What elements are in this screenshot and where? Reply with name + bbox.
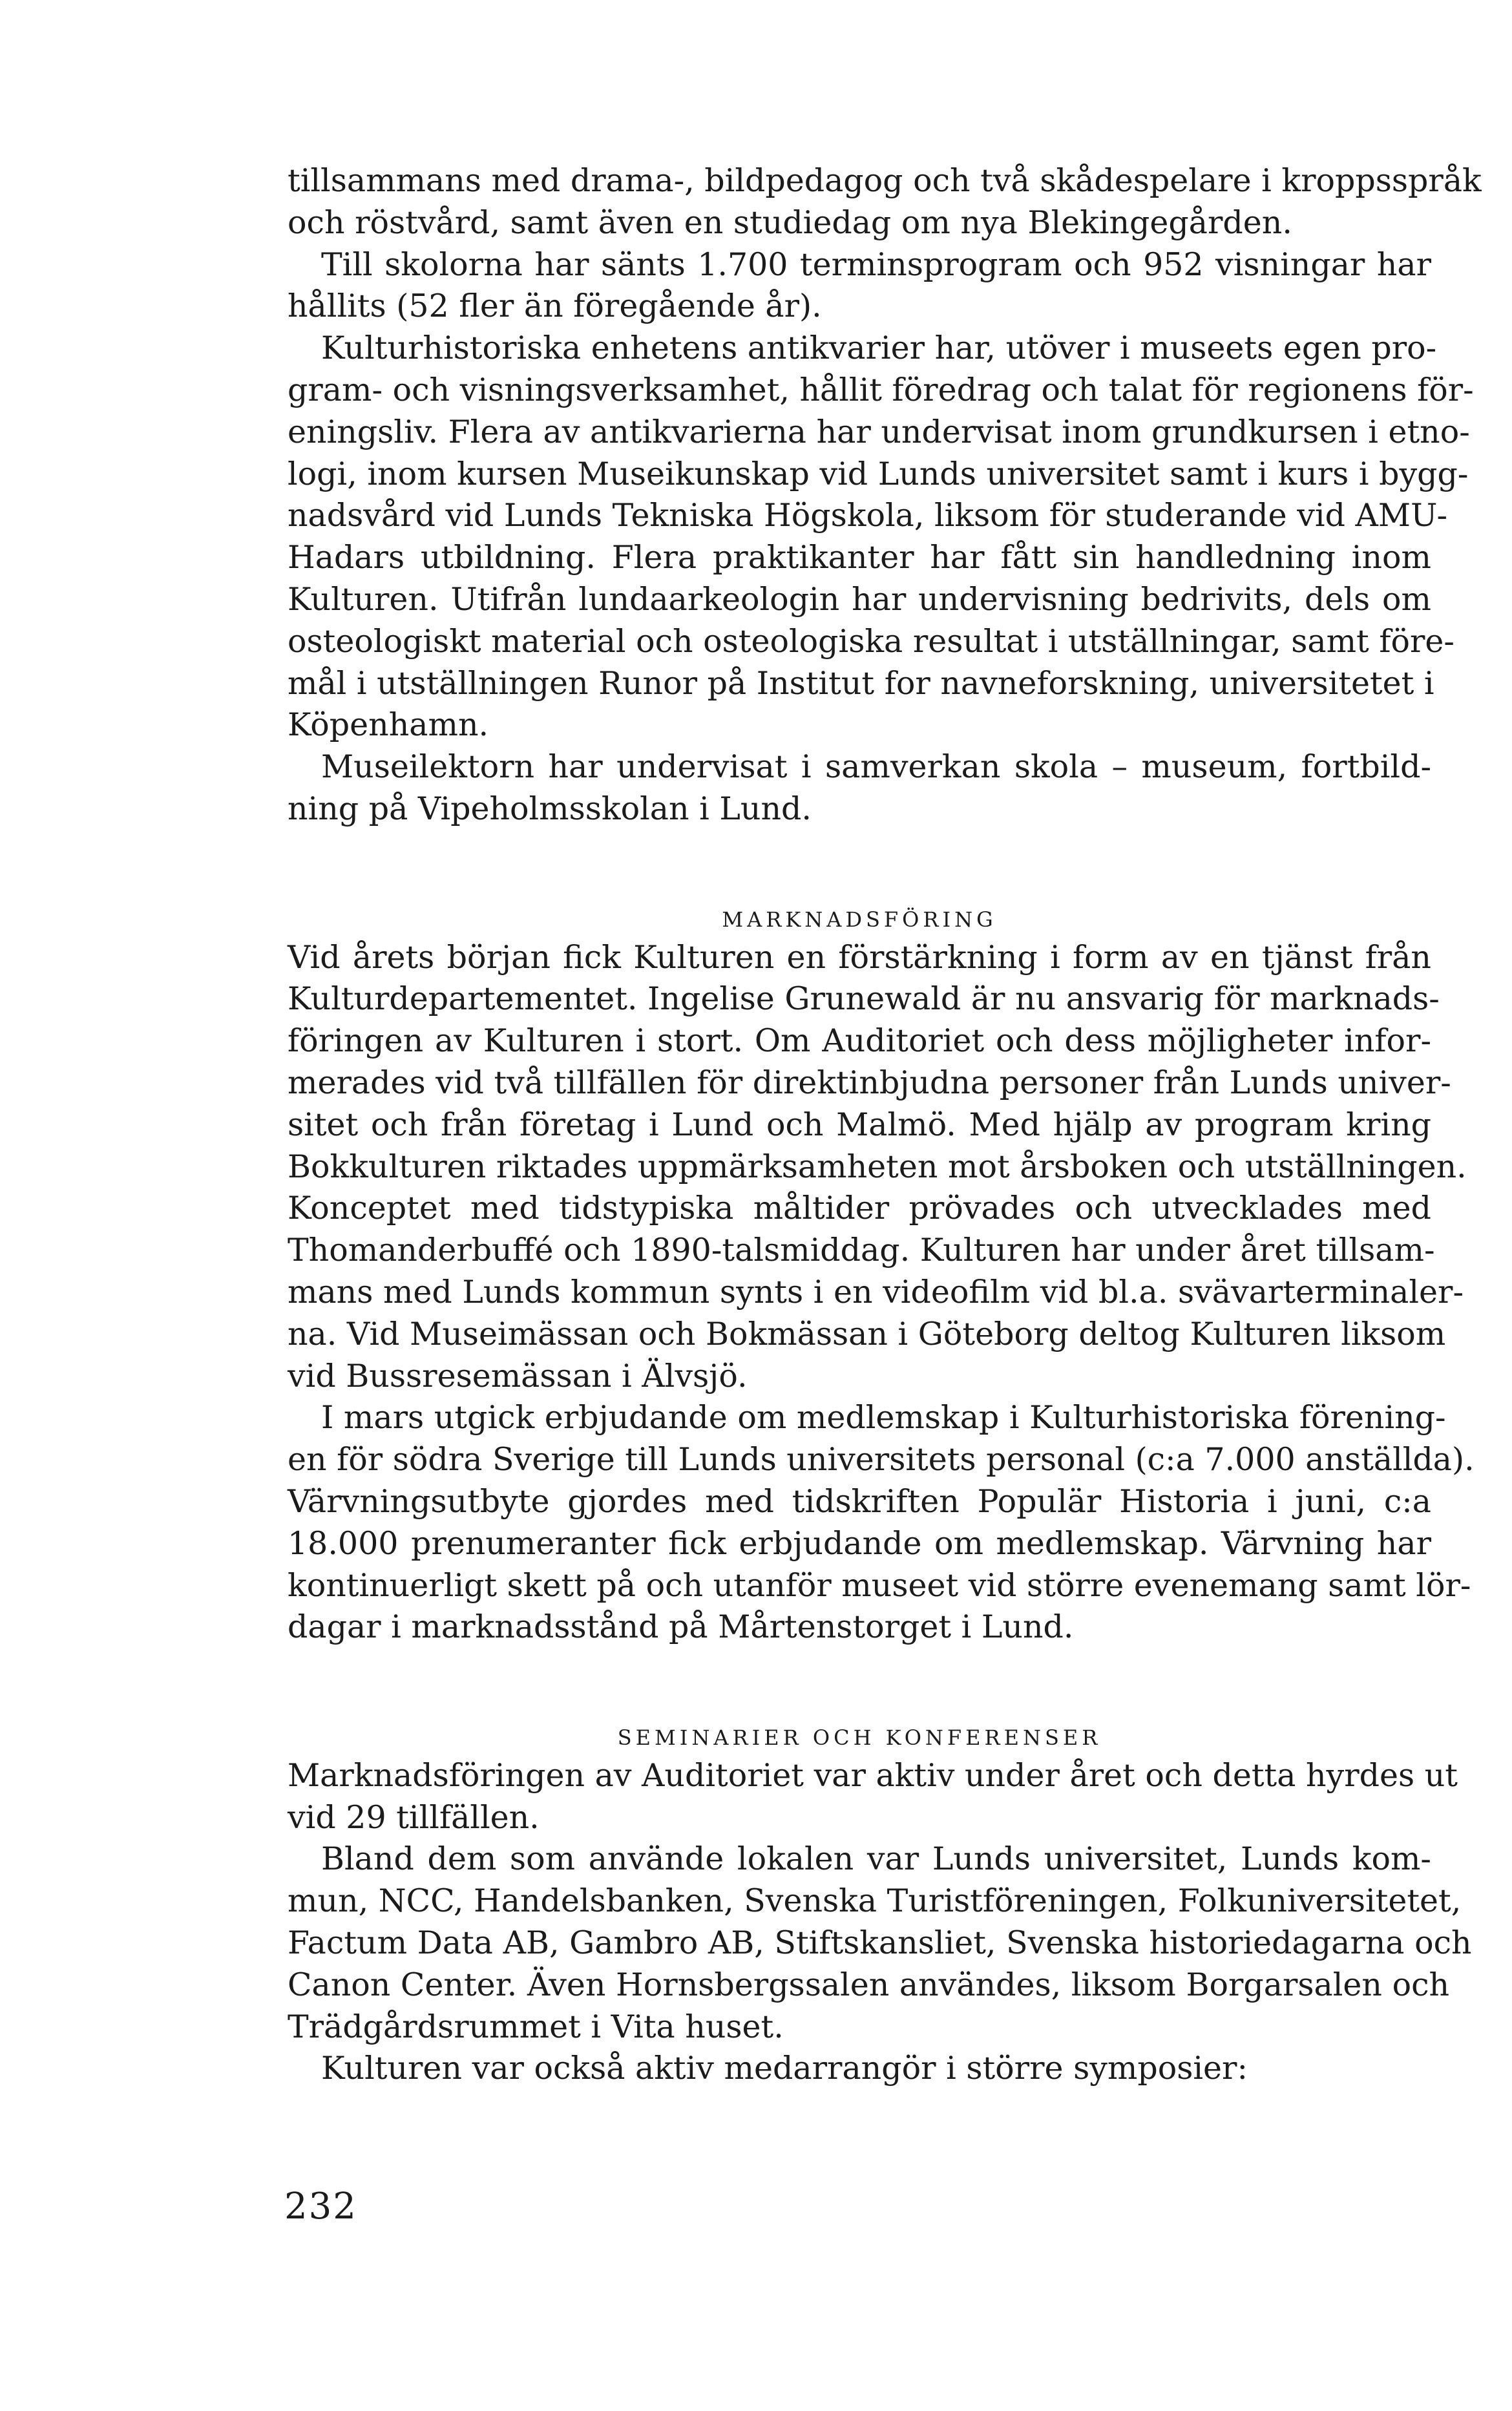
text-line: Museilektorn har undervisat i samverkan skola – museum, fortbild- xyxy=(321,748,1431,786)
section-gap xyxy=(288,830,1431,895)
text-line: dagar i marknadsstånd på Mårtenstorget i Lund. xyxy=(288,1608,1074,1646)
text-line: Kulturdepartementet. Ingelise Grunewald är nu ansvarig för marknads- xyxy=(288,980,1440,1018)
text-line: Factum Data AB, Gambro AB, Stiftskansliet, Svenska historiedagarna och xyxy=(288,1924,1472,1962)
text-line: en för södra Sverige till Lunds universitets personal (c:a 7.000 anställda). xyxy=(288,1441,1475,1479)
text-line: mål i utställningen Runor på Institut for navneforskning, universitetet i xyxy=(288,664,1434,702)
text-line: Kulturen var också aktiv medarrangör i större symposier: xyxy=(321,2050,1248,2087)
section-seminarier xyxy=(288,1755,1472,2090)
text-line: Hadars utbildning. Flera praktikanter har fått sin handledning inom xyxy=(288,539,1431,576)
text-line: Trädgårdsrummet i Vita huset. xyxy=(288,2008,784,2045)
text-line: Kulturhistoriska enhetens antikvarier har, utöver i museets egen pro- xyxy=(321,330,1437,367)
text-line: sitet och från företag i Lund och Malmö. Med hjälp av program kring xyxy=(288,1106,1431,1143)
text-line: Bokkulturen riktades uppmärksamheten mot årsboken och utställningen. xyxy=(288,1148,1467,1185)
text-line: I mars utgick erbjudande om medlemskap i Kulturhistoriska förening- xyxy=(321,1399,1446,1437)
heading-seminarier: SEMINARIER OCH KONFERENSER xyxy=(617,1725,1102,1751)
page-body xyxy=(288,160,1482,2090)
text-line: ning på Vipeholmsskolan i Lund. xyxy=(288,790,812,827)
text-line: Canon Center. Även Hornsbergssalen användes, liksom Borgarsalen och xyxy=(288,1966,1450,2003)
text-line: vid Bussresemässan i Älvsjö. xyxy=(288,1357,748,1395)
text-line: Till skolorna har sänts 1.700 terminsprogram och 952 visningar har xyxy=(321,246,1431,283)
text-line: vid 29 tillfällen. xyxy=(288,1798,540,1836)
page-number: 232 xyxy=(284,2185,357,2227)
text-line: Vid årets början fick Kulturen en förstärkning i form av en tjänst från xyxy=(288,938,1431,976)
text-line: Konceptet med tidstypiska måltider prövades och utvecklades med xyxy=(288,1190,1431,1227)
text-line: merades vid två tillfällen för direktinbjudna personer från Lunds univer- xyxy=(288,1064,1451,1101)
text-line: Köpenhamn. xyxy=(288,706,489,744)
text-line: Marknadsföringen av Auditoriet var aktiv under året och detta hyrdes ut xyxy=(288,1756,1458,1794)
text-line: mans med Lunds kommun synts i en videofilm vid bl.a. svävarterminaler- xyxy=(288,1273,1464,1311)
section-education xyxy=(288,160,1482,830)
text-line: mun, NCC, Handelsbanken, Svenska Turistföreningen, Folkuniversitetet, xyxy=(288,1882,1462,1920)
text-line: Kulturen. Utifrån lundaarkeologin har undervisning bedrivits, dels om xyxy=(288,580,1431,618)
text-line: Värvningsutbyte gjordes med tidskriften Populär Historia i juni, c:a xyxy=(288,1482,1431,1520)
section-marknadsforing xyxy=(288,937,1475,1649)
text-line: eningsliv. Flera av antikvarierna har undervisat inom grundkursen i etno- xyxy=(288,413,1470,450)
text-line: hållits (52 fler än föregående år). xyxy=(288,288,822,325)
text-line: föringen av Kulturen i stort. Om Auditoriet och dess möjligheter infor- xyxy=(288,1022,1431,1060)
text-line: osteologiskt material och osteologiska resultat i utställningar, samt före- xyxy=(288,622,1454,660)
text-line: och röstvård, samt även en studiedag om nya Blekingegården. xyxy=(288,204,1292,241)
text-line: kontinuerligt skett på och utanför museet vid större evenemang samt lör- xyxy=(288,1566,1471,1604)
text-line: nadsvård vid Lunds Tekniska Högskola, liksom för studerande vid AMU- xyxy=(288,497,1448,534)
text-line: na. Vid Museimässan och Bokmässan i Göteborg deltog Kulturen liksom xyxy=(288,1315,1446,1353)
text-line: 18.000 prenumeranter fick erbjudande om medlemskap. Värvning har xyxy=(288,1524,1431,1562)
text-line: Bland dem som använde lokalen var Lunds universitet, Lunds kom- xyxy=(321,1840,1431,1878)
section-gap xyxy=(288,1648,1431,1713)
text-line: gram- och visningsverksamhet, hållit föredrag och talat för regionens för- xyxy=(288,371,1474,408)
text-line: Thomanderbuffé och 1890-talsmiddag. Kulturen har under året tillsam- xyxy=(288,1232,1435,1269)
text-line: logi, inom kursen Museikunskap vid Lunds universitet samt i kurs i bygg- xyxy=(288,455,1469,492)
heading-marknadsforing: MARKNADSFÖRING xyxy=(722,907,997,932)
text-line: tillsammans med drama-, bildpedagog och två skådespelare i kroppsspråk xyxy=(288,162,1482,199)
